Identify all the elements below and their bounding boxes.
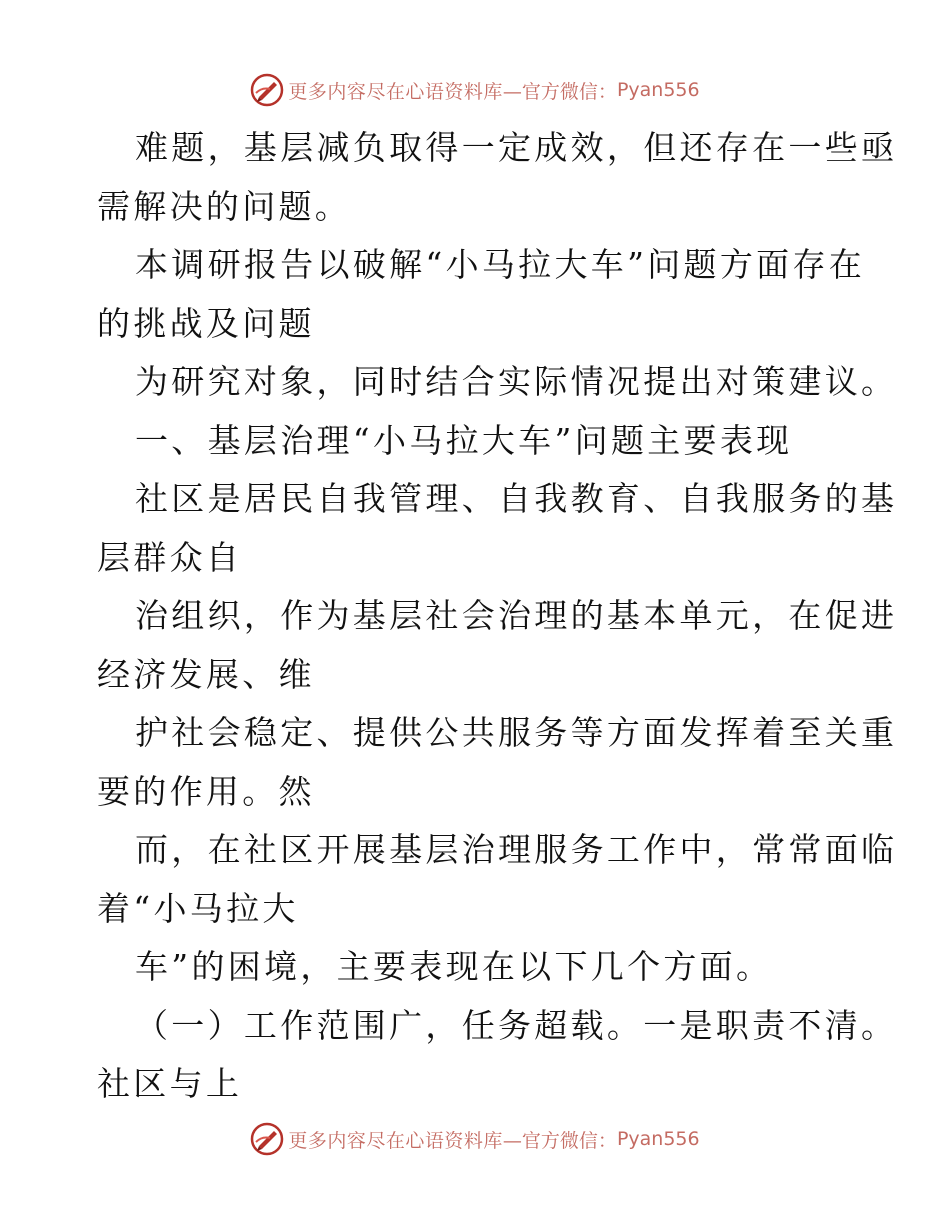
paragraph-line: 层群众自 [97, 537, 243, 577]
banner-wechat-id: Pyan556 [616, 79, 700, 101]
paragraph-line: 车”的困境，主要表现在以下几个方面。 [135, 947, 773, 986]
banner-wechat-id: Pyan556 [616, 1128, 700, 1150]
banner-text: 更多内容尽在心语资料库 [288, 1129, 503, 1152]
paragraph-line: 治组织，作为基层社会治理的基本单元，在促进 [135, 596, 898, 635]
paragraph-line: 需解决的问题。 [97, 186, 352, 226]
paragraph-line: 为研究对象，同时结合实际情况提出对策建议。 [135, 362, 898, 401]
paragraph-line: 要的作用。然 [97, 771, 315, 811]
document-body [97, 119, 898, 1114]
footer-watermark-banner [0, 1121, 950, 1157]
header-watermark-banner [0, 72, 950, 108]
red-pen-logo-icon [250, 1122, 284, 1156]
banner-separator: —官方微信： [502, 80, 617, 103]
paragraph-line: 社区与上 [97, 1064, 243, 1103]
paragraph-line: 护社会稳定、提供公共服务等方面发挥着至关重 [135, 713, 898, 752]
paragraph-line: 本调研报告以破解“小马拉大车”问题方面存在 [135, 245, 866, 284]
paragraph-line: 而，在社区开展基层治理服务工作中，常常面临 [135, 830, 898, 869]
section-heading: 一、基层治理“小马拉大车”问题主要表现 [135, 420, 793, 460]
paragraph-line: 难题，基层减负取得一定成效，但还存在一些亟 [135, 128, 898, 167]
banner-separator: —官方微信： [502, 1129, 617, 1152]
paragraph-line: 的挑战及问题 [97, 303, 315, 343]
paragraph-line: 社区是居民自我管理、自我教育、自我服务的基 [135, 479, 898, 518]
paragraph-line: 经济发展、维 [97, 654, 315, 694]
paragraph-line: 着“小马拉大 [97, 888, 299, 928]
banner-text: 更多内容尽在心语资料库 [288, 80, 503, 103]
red-pen-logo-icon [250, 73, 284, 107]
subsection-heading: （一）工作范围广，任务超载。一是职责不清。 [135, 1005, 898, 1045]
